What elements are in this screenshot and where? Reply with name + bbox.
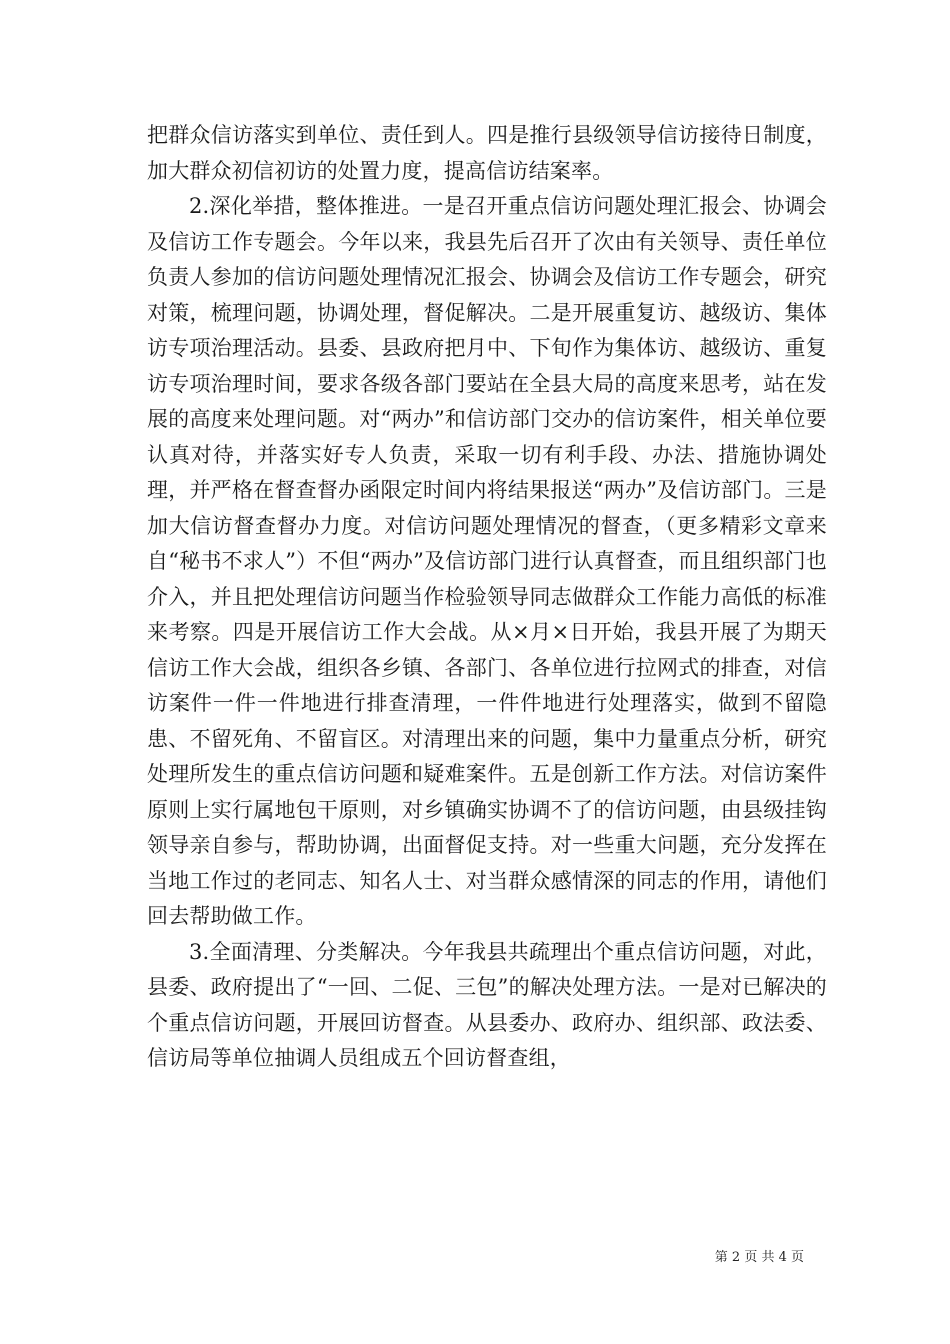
paragraph-continuation: 把群众信访落实到单位、责任到人。四是推行县级领导信访接待日制度，加大群众初信初访的处置力度，提高信访结案率。 bbox=[147, 123, 827, 183]
document-body bbox=[147, 118, 827, 1077]
paragraph-section-2: 2.深化举措，整体推进。一是召开重点信访问题处理汇报会、协调会及信访工作专题会。今年以来，我县先后召开了次由有关领导、责任单位负责人参加的信访问题处理情况汇报会、协调会及信访工作专题会，研究对策，梳理问题，协调处理，督促解决。二是开展重复访、越级访、集体访专项治理活动。县委、县政府把月中、下旬作为集体访、越级访、重复访专项治理时间，要求各级各部门要站在全县大局的高度来思考，站在发展的高度来处理问题。对“两办”和信访部门交办的信访案件，相关单位要认真对待，并落实好专人负责，采取一切有利手段、办法、措施协调处理，并严格在督查督办函限定时间内将结果报送“两办”及信访部门。三是加大信访督查督办力度。对信访问题处理情况的督查，（更多精彩文章来自“秘书不求人”）不但“两办”及信访部门进行认真督查，而且组织部门也介入，并且把处理信访问题当作检验领导同志做群众工作能力高低的标准来考察。四是开展信访工作大会战。从×月×日开始，我县开展了为期天信访工作大会战，组织各乡镇、各部门、各单位进行拉网式的排查，对信访案件一件一件地进行排查清理，一件件地进行处理落实，做到不留隐患、不留死角、不留盲区。对清理出来的问题，集中力量重点分析，研究处理所发生的重点信访问题和疑难案件。五是创新工作方法。对信访案件原则上实行属地包干原则，对乡镇确实协调不了的信访问题，由县级挂钩领导亲自参与，帮助协调，出面督促支持。对一些重大问题，充分发挥在当地工作过的老同志、知名人士、对当群众感情深的同志的作用，请他们回去帮助做工作。 bbox=[147, 194, 827, 928]
page-number-footer: 第 2 页 共 4 页 bbox=[714, 1250, 804, 1265]
paragraph-section-3: 3.全面清理、分类解决。今年我县共疏理出个重点信访问题，对此，县委、政府提出了“一回、二促、三包”的解决处理方法。一是对已解决的个重点信访问题，开展回访督查。从县委办、政府办、组织部、政法委、信访局等单位抽调人员组成五个回访督查组， bbox=[147, 939, 827, 1070]
